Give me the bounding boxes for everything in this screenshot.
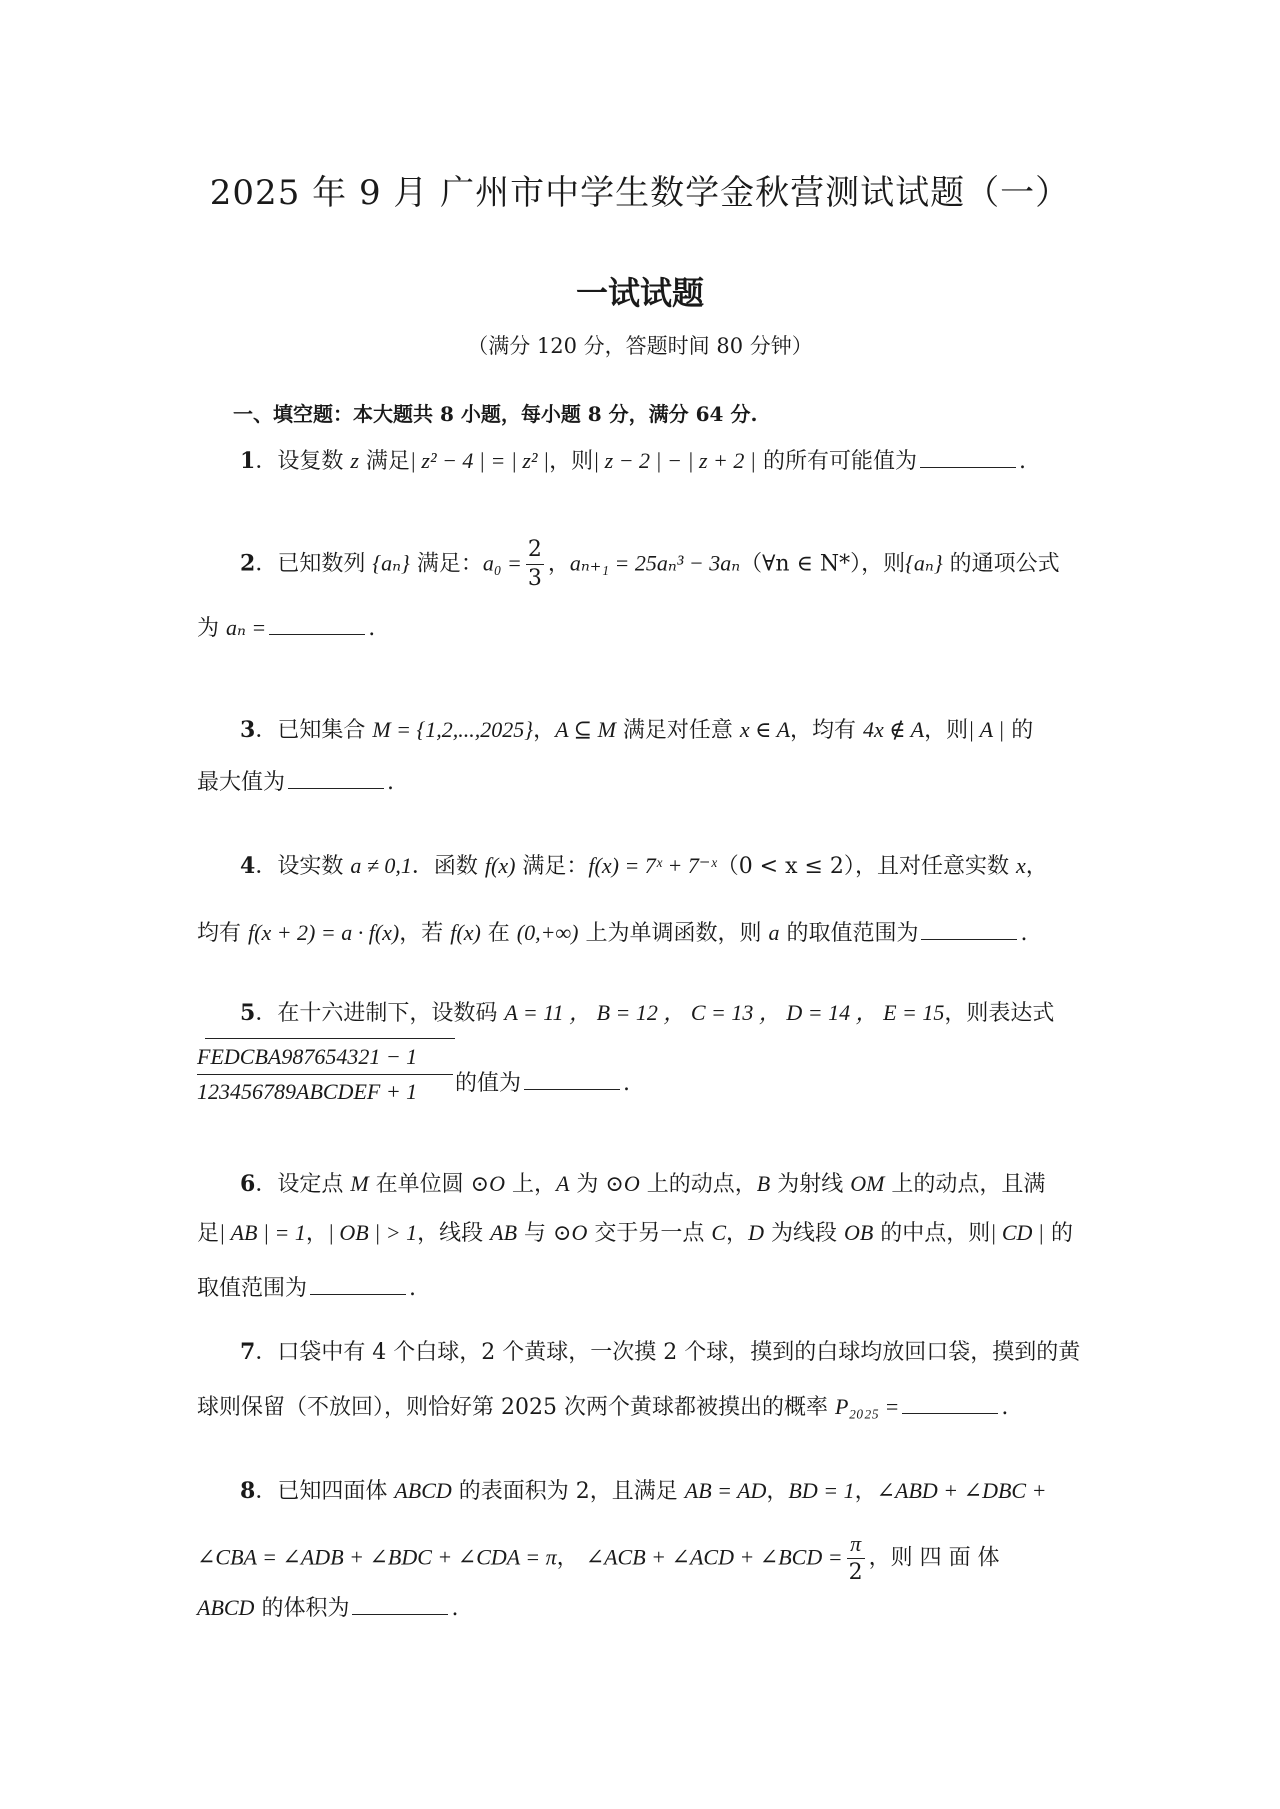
- answer-blank: [902, 1395, 998, 1414]
- overline: [205, 1038, 455, 1039]
- problem-5-fraction: FEDCBA987654321 − 1 123456789ABCDEF + 1: [197, 1038, 453, 1105]
- answer-blank: [524, 1071, 620, 1090]
- problem-8: 8．已知四面体 ABCD 的表面积为 2，且满足 AB = AD，BD = 1，∠ABD + ∠DBC +: [240, 1478, 1047, 1504]
- answer-blank: [310, 1276, 406, 1295]
- problem-8-line-2: ∠CBA = ∠ADB + ∠BDC + ∠CDA = π， ∠ACB + ∠ACD + ∠BCD = $\frac{\pi}{2}$ ，则 四 面 体: [197, 1531, 1000, 1585]
- answer-blank: [288, 770, 384, 789]
- problem-7-line-2: 球则保留（不放回），则恰好第 2025 次两个黄球都被摸出的概率 P₂₀₂₅ = .: [197, 1394, 1009, 1420]
- answer-blank: [920, 449, 1016, 468]
- problem-6-line-3: 取值范围为 .: [197, 1276, 417, 1301]
- problem-5: 5．在十六进制下，设数码 A = 11 ， B = 12 ， C = 13 ， D = 14 ， E = 15，则表达式: [240, 1000, 1055, 1026]
- problem-2: 2．已知数列 {aₙ} 满足：a₀ = $\frac{2}{3}$ ，aₙ₊₁ = 25aₙ³ − 3aₙ（∀n ∈ N*），则{aₙ} 的通项公式: [240, 537, 1060, 591]
- problem-3-line-2: 最大值为 .: [197, 770, 395, 795]
- answer-blank: [921, 921, 1017, 940]
- answer-blank: [269, 616, 365, 635]
- problem-5-tail: 的值为 .: [455, 1071, 631, 1096]
- problem-4: 4．设实数 a ≠ 0,1．函数 f(x) 满足：f(x) = 7ˣ + 7⁻ˣ（0 < x ≤ 2），且对任意实数 x，: [240, 853, 1048, 879]
- page-title: 2025 年 9 月 广州市中学生数学金秋营测试试题（一）: [209, 173, 1071, 213]
- page-subtitle: 一试试题: [575, 274, 704, 312]
- problem-6: 6．设定点 M 在单位圆 ⊙O 上，A 为 ⊙O 上的动点，B 为射线 OM 上的动点，且满: [240, 1171, 1046, 1197]
- section-heading: 一、填空题：本大题共 8 小题，每小题 8 分，满分 64 分.: [233, 402, 758, 426]
- problem-1: 1．设复数 z 满足| z² − 4 | = | z² |，则| z − 2 | − | z + 2 | 的所有可能值为 .: [240, 448, 1026, 474]
- score-note: （满分 120 分，答题时间 80 分钟）: [467, 334, 813, 358]
- problem-2-line-2: 为 aₙ = .: [197, 615, 376, 641]
- problem-3: 3．已知集合 M = {1,2,...,2025}，A ⊆ M 满足对任意 x ∈ A，均有 4x ∉ A，则| A | 的: [240, 717, 1034, 743]
- answer-blank: [352, 1596, 448, 1615]
- problem-7: 7．口袋中有 4 个白球，2 个黄球，一次摸 2 个球，摸到的白球均放回口袋，摸到的黄: [240, 1339, 1081, 1365]
- problem-4-line-2: 均有 f(x + 2) = a · f(x)，若 f(x) 在 (0,+∞) 上为单调函数，则 a 的取值范围为 .: [197, 920, 1028, 946]
- problem-8-line-3: ABCD 的体积为 .: [197, 1595, 459, 1621]
- problem-6-line-2: 足| AB | = 1，| OB | > 1，线段 AB 与 ⊙O 交于另一点 C，D 为线段 OB 的中点，则| CD | 的: [197, 1220, 1073, 1246]
